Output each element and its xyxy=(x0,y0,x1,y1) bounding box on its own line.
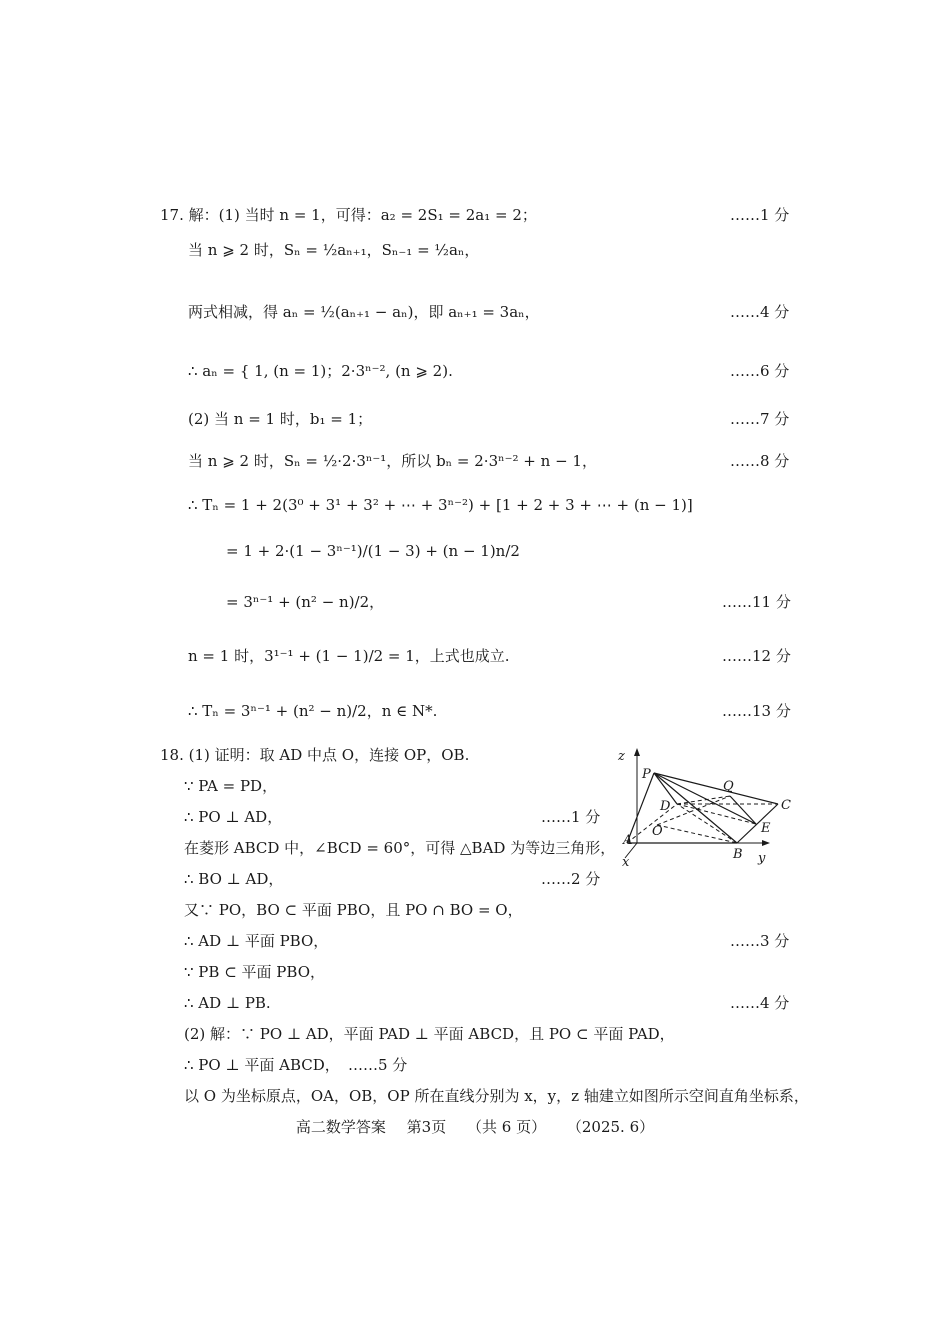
score-mark: ……4 分 xyxy=(730,303,790,321)
p17-line-8: = 1 + 2·(1 − 3ⁿ⁻¹)/(1 − 3) + (n − 1)n/2 xyxy=(226,542,520,560)
p18-line-7: ∴ AD ⊥ 平面 PBO， xyxy=(184,932,329,950)
label-z: z xyxy=(618,749,625,764)
p18-line-8: ∵ PB ⊂ 平面 PBO， xyxy=(184,963,325,981)
p17-line-2: 当 n ⩾ 2 时，Sₙ = ½aₙ₊₁，Sₙ₋₁ = ½aₙ， xyxy=(188,241,480,259)
label-y: y xyxy=(758,851,766,866)
footer-date: （2025. 6） xyxy=(566,1118,655,1136)
label-C: C xyxy=(781,798,791,813)
p18-line-4: 在菱形 ABCD 中，∠BCD = 60°，可得 △BAD 为等边三角形， xyxy=(184,839,616,857)
label-D: D xyxy=(660,799,671,814)
p17-line-6: 当 n ⩾ 2 时，Sₙ = ½·2·3ⁿ⁻¹，所以 bₙ = 2·3ⁿ⁻² + n − 1， xyxy=(188,452,597,470)
score-mark: ……4 分 xyxy=(730,994,790,1012)
footer-total: （共 6 页） xyxy=(466,1118,547,1136)
p18-line-5: ∴ BO ⊥ AD， xyxy=(184,870,284,888)
p17-line-10: n = 1 时，3¹⁻¹ + (1 − 1)/2 = 1，上式也成立. xyxy=(188,647,510,665)
p17-line-5: (2) 当 n = 1 时，b₁ = 1； xyxy=(188,410,373,428)
label-A: A xyxy=(623,833,633,848)
p18-line-6: 又∵ PO，BO ⊂ 平面 PBO，且 PO ∩ BO = O， xyxy=(184,901,523,919)
score-mark: ……3 分 xyxy=(730,932,790,950)
footer-title: 高二数学答案 xyxy=(295,1118,386,1136)
p18-line-2: ∵ PA = PD， xyxy=(184,777,278,795)
p17-line-9: = 3ⁿ⁻¹ + (n² − n)/2， xyxy=(226,593,385,611)
score-mark: ……5 分 xyxy=(348,1056,408,1074)
score-mark: ……13 分 xyxy=(722,702,791,720)
p17-line-7: ∴ Tₙ = 1 + 2(3⁰ + 3¹ + 3² + ⋯ + 3ⁿ⁻²) + [1 + 2 + 3 + ⋯ + (n − 1)] xyxy=(188,496,693,514)
p18-line-11: ∴ PO ⊥ 平面 ABCD， xyxy=(184,1056,340,1074)
label-P: P xyxy=(642,767,651,782)
p18-line-3: ∴ PO ⊥ AD， xyxy=(184,808,283,826)
p17-line-4: ∴ aₙ = { 1, (n = 1)；2·3ⁿ⁻², (n ⩾ 2). xyxy=(188,362,453,380)
score-mark: ……7 分 xyxy=(730,410,790,428)
label-Q: Q xyxy=(723,779,734,794)
label-B: B xyxy=(733,847,743,862)
footer-page: 第3页 xyxy=(406,1118,447,1136)
score-mark: ……1 分 xyxy=(541,808,601,826)
p17-line-3: 两式相减，得 aₙ = ½(aₙ₊₁ − aₙ)，即 aₙ₊₁ = 3aₙ， xyxy=(188,303,540,321)
label-x: x xyxy=(622,855,630,870)
score-mark: ……8 分 xyxy=(730,452,790,470)
score-mark: ……12 分 xyxy=(722,647,791,665)
score-mark: ……6 分 xyxy=(730,362,790,380)
p17-line-11: ∴ Tₙ = 3ⁿ⁻¹ + (n² − n)/2，n ∈ N*. xyxy=(188,702,438,720)
p17-line-1: 17. 解：(1) 当时 n = 1，可得：a₂ = 2S₁ = 2a₁ = 2； xyxy=(160,206,537,224)
p18-line-9: ∴ AD ⊥ PB. xyxy=(184,994,271,1012)
pyramid-figure xyxy=(610,740,800,870)
p18-line-12: 以 O 为坐标原点，OA，OB，OP 所在直线分别为 x，y，z 轴建立如图所示空间直角坐标系， xyxy=(184,1087,809,1105)
p18-line-1: 18. (1) 证明：取 AD 中点 O，连接 OP，OB. xyxy=(160,746,470,764)
page-footer xyxy=(0,1116,950,1138)
label-E: E xyxy=(761,821,771,836)
score-mark: ……1 分 xyxy=(730,206,790,224)
label-O: O xyxy=(652,824,663,839)
p18-line-10: (2) 解：∵ PO ⊥ AD，平面 PAD ⊥ 平面 ABCD，且 PO ⊂ 平面 PAD， xyxy=(184,1025,675,1043)
score-mark: ……11 分 xyxy=(722,593,791,611)
score-mark: ……2 分 xyxy=(541,870,601,888)
